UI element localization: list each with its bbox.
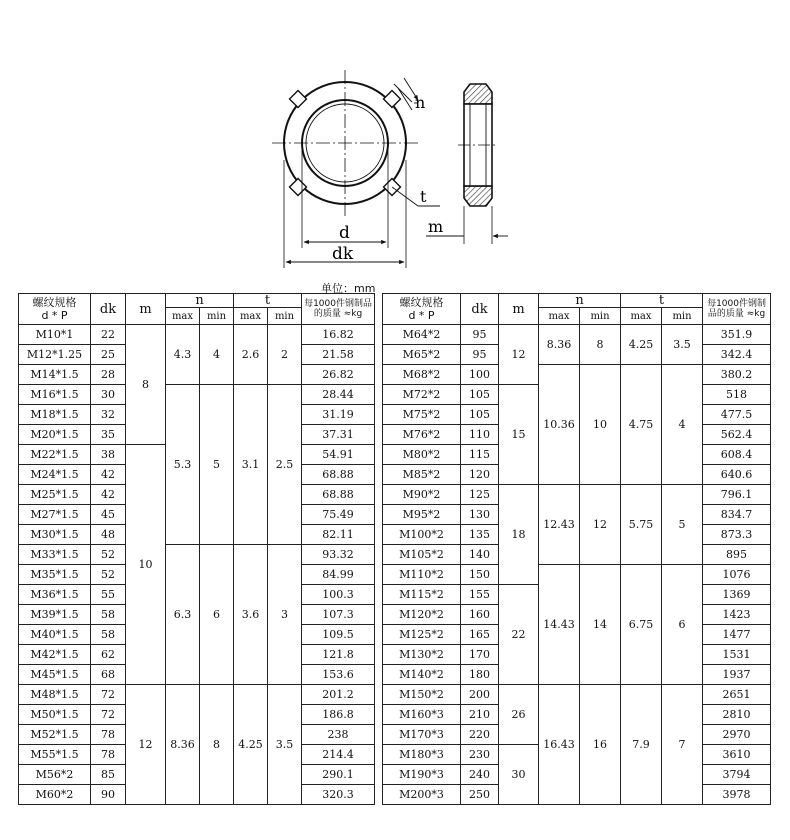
cell-t-max: 3.6 — [234, 545, 268, 685]
cell-mass: 1937 — [703, 665, 771, 685]
cell-dk: 62 — [91, 645, 126, 665]
cell-mass: 895 — [703, 545, 771, 565]
cell-n-max: 16.43 — [539, 685, 580, 805]
cell-dk: 160 — [461, 605, 499, 625]
cell-mass: 82.11 — [302, 525, 375, 545]
cell-dk: 125 — [461, 485, 499, 505]
cell-t-min: 3 — [268, 545, 302, 685]
cell-n-max: 12.43 — [539, 485, 580, 565]
cell-dk: 78 — [91, 745, 126, 765]
cell-spec: M160*3 — [383, 705, 461, 725]
header-mass: 每1000件钢制品的质量 ≈kg — [703, 294, 771, 325]
cell-mass: 342.4 — [703, 345, 771, 365]
cell-spec: M39*1.5 — [19, 605, 91, 625]
cell-mass: 37.31 — [302, 425, 375, 445]
cell-n-max: 10.36 — [539, 365, 580, 485]
cell-mass: 21.58 — [302, 345, 375, 365]
cell-dk: 38 — [91, 445, 126, 465]
cell-dk: 30 — [91, 385, 126, 405]
cell-spec: M95*2 — [383, 505, 461, 525]
cell-t-min: 6 — [662, 565, 703, 685]
cell-m: 30 — [499, 745, 539, 805]
cell-dk: 115 — [461, 445, 499, 465]
cell-mass: 107.3 — [302, 605, 375, 625]
cell-spec: M180*3 — [383, 745, 461, 765]
cell-mass: 518 — [703, 385, 771, 405]
dim-dk-label: dk — [332, 244, 354, 264]
cell-spec: M100*2 — [383, 525, 461, 545]
cell-mass: 640.6 — [703, 465, 771, 485]
cell-n-min: 6 — [200, 545, 234, 685]
spec-table-left — [18, 293, 375, 805]
cell-spec: M12*1.25 — [19, 345, 91, 365]
table-row — [383, 325, 771, 345]
cell-spec: M30*1.5 — [19, 525, 91, 545]
cell-t-min: 2 — [268, 325, 302, 385]
cell-dk: 220 — [461, 725, 499, 745]
cell-dk: 105 — [461, 385, 499, 405]
cell-dk: 42 — [91, 465, 126, 485]
cell-n-min: 16 — [580, 685, 621, 805]
cell-mass: 796.1 — [703, 485, 771, 505]
header-mass: 每1000件钢制品的质量 ≈kg — [302, 294, 375, 325]
dim-m-label: m — [428, 217, 444, 236]
header-n-min: min — [580, 308, 621, 325]
cell-dk: 52 — [91, 565, 126, 585]
cell-dk: 230 — [461, 745, 499, 765]
cell-spec: M27*1.5 — [19, 505, 91, 525]
table-row — [19, 325, 375, 345]
cell-spec: M25*1.5 — [19, 485, 91, 505]
cell-mass: 1369 — [703, 585, 771, 605]
header-row — [383, 294, 771, 308]
header-spec-line1: 螺纹规格 — [399, 296, 444, 309]
cell-dk: 28 — [91, 365, 126, 385]
table-row — [383, 365, 771, 385]
cell-spec: M24*1.5 — [19, 465, 91, 485]
cell-spec: M105*2 — [383, 545, 461, 565]
cell-spec: M65*2 — [383, 345, 461, 365]
cell-mass: 84.99 — [302, 565, 375, 585]
table-row — [383, 485, 771, 505]
cell-dk: 250 — [461, 785, 499, 805]
header-dk: dk — [91, 294, 126, 325]
cell-spec: M85*2 — [383, 465, 461, 485]
header-t-min: min — [662, 308, 703, 325]
cell-spec: M56*2 — [19, 765, 91, 785]
cell-spec: M75*2 — [383, 405, 461, 425]
cell-spec: M140*2 — [383, 665, 461, 685]
cell-m: 22 — [499, 585, 539, 685]
table-row — [383, 565, 771, 585]
cell-spec: M72*2 — [383, 385, 461, 405]
cell-dk: 32 — [91, 405, 126, 425]
cell-t-max: 4.25 — [234, 685, 268, 805]
header-spec — [19, 294, 91, 325]
cell-mass: 290.1 — [302, 765, 375, 785]
cell-spec: M110*2 — [383, 565, 461, 585]
header-t: t — [621, 294, 703, 308]
cell-n-min: 8 — [580, 325, 621, 365]
cell-dk: 90 — [91, 785, 126, 805]
header-t-max: max — [621, 308, 662, 325]
cell-spec: M60*2 — [19, 785, 91, 805]
cell-spec: M33*1.5 — [19, 545, 91, 565]
cell-mass: 2651 — [703, 685, 771, 705]
cell-spec: M20*1.5 — [19, 425, 91, 445]
table-row — [19, 685, 375, 705]
cell-t-max: 3.1 — [234, 385, 268, 545]
cell-mass: 1423 — [703, 605, 771, 625]
cell-mass: 1076 — [703, 565, 771, 585]
cell-mass: 93.32 — [302, 545, 375, 565]
header-row — [19, 294, 375, 308]
cell-mass: 1477 — [703, 625, 771, 645]
cell-mass: 320.3 — [302, 785, 375, 805]
cell-mass: 31.19 — [302, 405, 375, 425]
cell-n-max: 8.36 — [166, 685, 200, 805]
header-n-max: max — [166, 308, 200, 325]
cell-spec: M68*2 — [383, 365, 461, 385]
slot-top-right — [384, 91, 401, 108]
cell-m: 8 — [126, 325, 166, 445]
cell-n-max: 5.3 — [166, 385, 200, 545]
cell-m: 15 — [499, 385, 539, 485]
front-view — [272, 70, 440, 268]
dim-t-label: t — [420, 187, 427, 206]
cell-t-max: 4.75 — [621, 365, 662, 485]
cell-mass: 238 — [302, 725, 375, 745]
cell-t-min: 2.5 — [268, 385, 302, 545]
cell-spec: M10*1 — [19, 325, 91, 345]
cell-mass: 26.82 — [302, 365, 375, 385]
cell-dk: 170 — [461, 645, 499, 665]
header-spec — [383, 294, 461, 325]
spec-table-right — [382, 293, 771, 805]
cell-t-max: 5.75 — [621, 485, 662, 565]
cell-spec: M64*2 — [383, 325, 461, 345]
cell-n-min: 12 — [580, 485, 621, 565]
cell-spec: M48*1.5 — [19, 685, 91, 705]
cell-dk: 68 — [91, 665, 126, 685]
cell-dk: 105 — [461, 405, 499, 425]
cell-dk: 85 — [91, 765, 126, 785]
header-m: m — [499, 294, 539, 325]
cell-n-max: 4.3 — [166, 325, 200, 385]
dim-d-label: d — [339, 223, 350, 243]
cell-dk: 22 — [91, 325, 126, 345]
cell-n-max: 6.3 — [166, 545, 200, 685]
header-n: n — [166, 294, 234, 308]
header-n: n — [539, 294, 621, 308]
cell-mass: 68.88 — [302, 485, 375, 505]
cell-n-min: 4 — [200, 325, 234, 385]
unit-label: 单位：mm — [321, 282, 376, 295]
cell-dk: 150 — [461, 565, 499, 585]
cell-dk: 35 — [91, 425, 126, 445]
header-n-max: max — [539, 308, 580, 325]
cell-t-min: 3.5 — [662, 325, 703, 365]
cell-t-min: 4 — [662, 365, 703, 485]
cell-n-min: 10 — [580, 365, 621, 485]
cell-n-max: 8.36 — [539, 325, 580, 365]
cell-dk: 165 — [461, 625, 499, 645]
header-t: t — [234, 294, 302, 308]
cell-mass: 100.3 — [302, 585, 375, 605]
cell-dk: 95 — [461, 325, 499, 345]
cell-mass: 186.8 — [302, 705, 375, 725]
table-row — [383, 685, 771, 705]
cell-mass: 834.7 — [703, 505, 771, 525]
cell-mass: 214.4 — [302, 745, 375, 765]
cell-dk: 210 — [461, 705, 499, 725]
cell-spec: M35*1.5 — [19, 565, 91, 585]
cell-spec: M190*3 — [383, 765, 461, 785]
cell-t-min: 5 — [662, 485, 703, 565]
cell-n-max: 14.43 — [539, 565, 580, 685]
cell-dk: 72 — [91, 705, 126, 725]
cell-spec: M120*2 — [383, 605, 461, 625]
cell-spec: M76*2 — [383, 425, 461, 445]
cell-spec: M22*1.5 — [19, 445, 91, 465]
cell-spec: M50*1.5 — [19, 705, 91, 725]
cell-mass: 1531 — [703, 645, 771, 665]
header-t-max: max — [234, 308, 268, 325]
cell-dk: 95 — [461, 345, 499, 365]
cell-dk: 78 — [91, 725, 126, 745]
cell-t-min: 7 — [662, 685, 703, 805]
cell-mass: 28.44 — [302, 385, 375, 405]
cell-mass: 75.49 — [302, 505, 375, 525]
cell-mass: 380.2 — [703, 365, 771, 385]
header-m: m — [126, 294, 166, 325]
cell-dk: 180 — [461, 665, 499, 685]
cell-mass: 121.8 — [302, 645, 375, 665]
cell-dk: 48 — [91, 525, 126, 545]
cell-m: 12 — [499, 325, 539, 385]
cell-m: 18 — [499, 485, 539, 585]
cell-mass: 562.4 — [703, 425, 771, 445]
cell-dk: 135 — [461, 525, 499, 545]
cell-dk: 55 — [91, 585, 126, 605]
cell-dk: 58 — [91, 605, 126, 625]
cell-mass: 2810 — [703, 705, 771, 725]
cell-spec: M16*1.5 — [19, 385, 91, 405]
slot-top-left — [290, 91, 307, 108]
cell-m: 10 — [126, 445, 166, 685]
cell-spec: M80*2 — [383, 445, 461, 465]
dim-n-label: n — [415, 93, 426, 112]
cell-spec: M130*2 — [383, 645, 461, 665]
cell-dk: 155 — [461, 585, 499, 605]
cell-m: 12 — [126, 685, 166, 805]
cell-mass: 477.5 — [703, 405, 771, 425]
cell-mass: 109.5 — [302, 625, 375, 645]
cell-spec: M125*2 — [383, 625, 461, 645]
cell-dk: 140 — [461, 545, 499, 565]
cell-spec: M55*1.5 — [19, 745, 91, 765]
header-dk: dk — [461, 294, 499, 325]
cell-spec: M150*2 — [383, 685, 461, 705]
cell-dk: 25 — [91, 345, 126, 365]
table-row — [19, 545, 375, 565]
cell-dk: 42 — [91, 485, 126, 505]
cell-mass: 3978 — [703, 785, 771, 805]
cell-dk: 100 — [461, 365, 499, 385]
cell-mass: 2970 — [703, 725, 771, 745]
cell-mass: 351.9 — [703, 325, 771, 345]
cell-mass: 3610 — [703, 745, 771, 765]
cell-spec: M90*2 — [383, 485, 461, 505]
nut-technical-drawing — [0, 0, 790, 280]
cell-t-max: 2.6 — [234, 325, 268, 385]
cell-spec: M40*1.5 — [19, 625, 91, 645]
cell-spec: M170*3 — [383, 725, 461, 745]
cell-mass: 608.4 — [703, 445, 771, 465]
cell-spec: M18*1.5 — [19, 405, 91, 425]
cell-mass: 54.91 — [302, 445, 375, 465]
cell-dk: 58 — [91, 625, 126, 645]
cell-t-max: 7.9 — [621, 685, 662, 805]
cell-dk: 130 — [461, 505, 499, 525]
cell-spec: M115*2 — [383, 585, 461, 605]
cell-spec: M42*1.5 — [19, 645, 91, 665]
cell-n-min: 5 — [200, 385, 234, 545]
header-spec-line2: d * P — [41, 309, 68, 322]
cell-mass: 153.6 — [302, 665, 375, 685]
header-spec-line1: 螺纹规格 — [32, 296, 77, 309]
cell-spec: M14*1.5 — [19, 365, 91, 385]
header-n-min: min — [200, 308, 234, 325]
cell-n-min: 14 — [580, 565, 621, 685]
cell-n-min: 8 — [200, 685, 234, 805]
cell-dk: 52 — [91, 545, 126, 565]
cell-mass: 16.82 — [302, 325, 375, 345]
cell-dk: 200 — [461, 685, 499, 705]
cell-dk: 110 — [461, 425, 499, 445]
cell-mass: 68.88 — [302, 465, 375, 485]
cell-spec: M52*1.5 — [19, 725, 91, 745]
header-spec-line2: d * P — [408, 309, 435, 322]
cell-dk: 120 — [461, 465, 499, 485]
cell-m: 26 — [499, 685, 539, 745]
cell-mass: 873.3 — [703, 525, 771, 545]
cell-spec: M36*1.5 — [19, 585, 91, 605]
cell-t-max: 4.25 — [621, 325, 662, 365]
header-t-min: min — [268, 308, 302, 325]
cell-dk: 45 — [91, 505, 126, 525]
cell-t-min: 3.5 — [268, 685, 302, 805]
cell-mass: 201.2 — [302, 685, 375, 705]
cell-t-max: 6.75 — [621, 565, 662, 685]
cell-spec: M200*3 — [383, 785, 461, 805]
cell-spec: M45*1.5 — [19, 665, 91, 685]
table-row — [19, 385, 375, 405]
cell-dk: 72 — [91, 685, 126, 705]
cell-mass: 3794 — [703, 765, 771, 785]
slot-bottom-left — [290, 179, 307, 196]
side-view — [426, 84, 508, 244]
cell-dk: 240 — [461, 765, 499, 785]
